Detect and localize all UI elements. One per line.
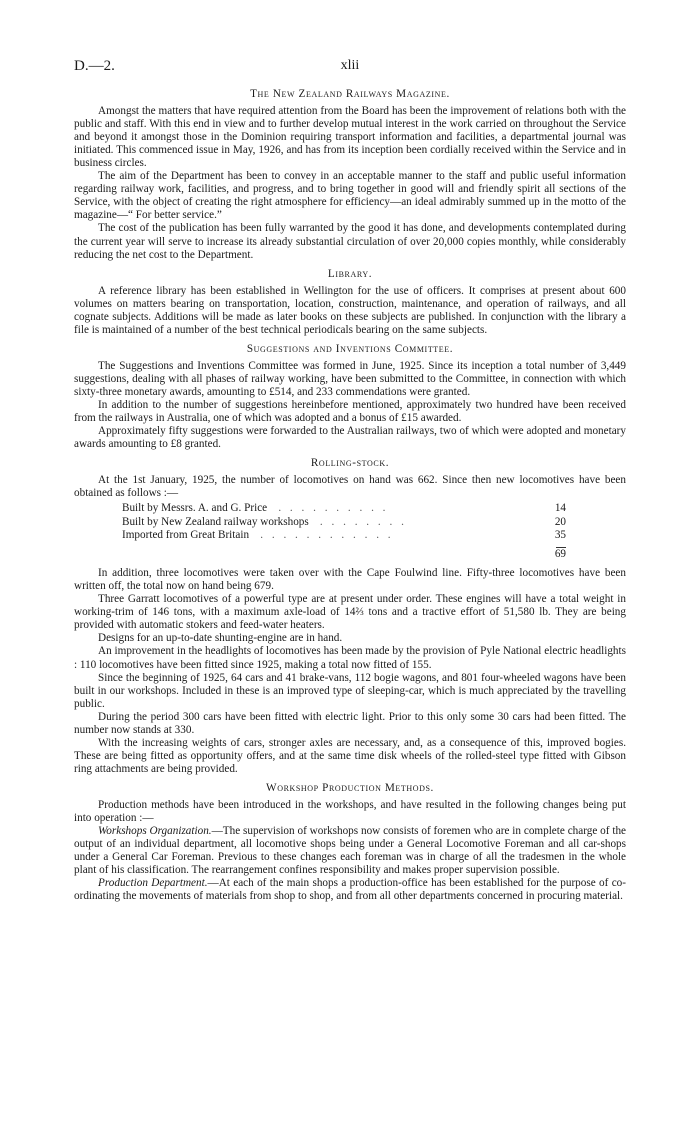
paragraph: Approximately fifty suggestions were forwarded to the Australian railways, two of which were adopted and monetary awards amounting to £8 granted. [74,425,626,451]
section-heading-library: Library. [327,267,373,280]
paragraph: With the increasing weights of cars, stronger axles are necessary, and, as a consequence of this, improved bogies. These are being fitted as opportunity offers, and at the same time disk wheels of the rolled-steel type fitted with Gibson ring attachments are being provided. [74,736,626,775]
section-heading-rolling-stock: Rolling-stock. [310,457,390,470]
row-label: Imported from Great Britain [122,528,250,541]
paragraph: In addition, three locomotives were taken over with the Cape Foulwind line. Fifty-three locomotives have been written off, the total now on hand being 679. [74,567,626,593]
section-heading-workshop: Workshop Production Methods. [266,781,434,794]
paragraph [74,877,626,903]
page-body [74,88,626,903]
total-row [122,548,566,561]
paragraph: An improvement in the headlights of locomotives has been made by the provision of Pyle National electric headlights : 110 locomotives have been fitted since 1925, making a total now fitted of 155. [74,645,626,671]
paragraph: Designs for an up-to-date shunting-engine are in hand. [98,632,343,645]
paragraph: The Suggestions and Inventions Committee was formed in June, 1925. Since its inception a total number of 3,449 suggestions, dealing with all phases of railway working, have been submitted to the Committee, in connection with which sixty-three monetary awards, amounting to £514, and 233 commendations were granted. [74,359,626,398]
paragraph: Production methods have been introduced in the workshops, and have resulted in the following changes being put into operation :— [74,798,626,825]
row-value: 20 [554,515,566,528]
paragraph: In addition to the number of suggestions hereinbefore mentioned, approximately two hundred have been received from the railways in Australia, one of which was adopted and a bonus of £15 awarded. [74,399,626,425]
report-code: D.—2. [74,58,115,74]
page-number: xlii [340,58,360,73]
leader-dots: . . . . . . . . . . . . [260,528,394,541]
table-row [122,529,566,542]
paragraph: Since the beginning of 1925, 64 cars and 41 brake-vans, 112 bogie wagons, and 801 four-wheeled wagons have been built in our workshops. Included in these is an improved type of sleeping-car, which is much appreciated by the travelling public. [74,671,626,710]
paragraph: During the period 300 cars have been fitted with electric light. Prior to this only some 30 cars had been fitted. The number now stands at 330. [74,710,626,736]
row-label: Built by Messrs. A. and G. Price [122,502,268,515]
paragraph: Three Garratt locomotives of a powerful type are at present under order. These engines will have a total weight in working-trim of 146 tons, with a maximum axle-load of 14⅔ tons and a tractive effort of 51,580 lb. They are being provided with automatic stokers and feed-water heaters. [74,593,626,632]
paragraph: At the 1st January, 1925, the number of locomotives on hand was 662. Since then new locomotives have been obtained as follows :— [74,474,626,500]
row-value: 14 [554,502,566,515]
section-heading-magazine: The New Zealand Railways Magazine. [250,88,450,100]
subsection-text: —At each of the main shops a production-office has been established for the purpose of co-ordinating the movements of materials from shop to shop, and from all other departments concerned in procuring material. [74,877,626,903]
table-row [122,502,566,515]
paragraph [74,825,626,877]
paragraph: Amongst the matters that have required attention from the Board has been the improvement of relations both with the public and staff. With this end in view and to further develop mutual interest in the work carried on throughout the Service and beyond it amongst those in the Dominion requiring transport information and facilities, a departmental journal was initiated. This commenced issue in May, 1926, and has from its inception been cordially received within the Service and in business circles. [74,105,626,170]
table-row [122,516,566,529]
leader-dots: . . . . . . . . [319,515,407,528]
subsection-title: Workshops Organization. [98,825,212,838]
total-value: 69 [554,547,566,560]
leader-dots: . . . . . . . . . . [278,502,389,515]
row-label: Built by New Zealand railway workshops [122,515,309,528]
paragraph: The aim of the Department has been to convey in an acceptable manner to the staff and public useful information regarding railway work, facilities, and progress, and to bring together in good will and friendly spirit all sections of the Service, with the object of creating the right atmosphere for efficiency—an ideal admirably summed up in the motto of the magazine—“ For better service.” [74,170,626,222]
locomotive-table [122,502,566,561]
paragraph: The cost of the publication has been fully warranted by the good it has done, and developments contemplated during the current year will serve to increase its already substantial circulation of over 20,000 copies monthly, while considerably reducing the net cost to the Department. [74,222,626,261]
row-value: 35 [554,528,566,541]
section-heading-suggestions: Suggestions and Inventions Committee. [246,342,454,355]
subsection-title: Production Department. [98,877,208,890]
paragraph: A reference library has been established in Wellington for the use of officers. It comprises at present about 600 volumes on matters bearing on transportation, location, construction, maintenance, and operation of railways, and all cognate subjects. Additions will be made as later books on these subjects are published. In conjunction with the library a file is maintained of a number of the best technical periodicals bearing on the same subjects. [74,284,626,336]
subsection-text: —The supervision of workshops now consists of foremen who are in complete charge of the output of an individual department, all locomotive shops being under a General Locomotive Foreman and all car-shops under a General Car Foreman. Previous to these changes each foreman was in charge of all the tradesmen in the whole plant of his classification. The rearrangement confines responsibility and makes proper supervision possible. [74,825,626,877]
